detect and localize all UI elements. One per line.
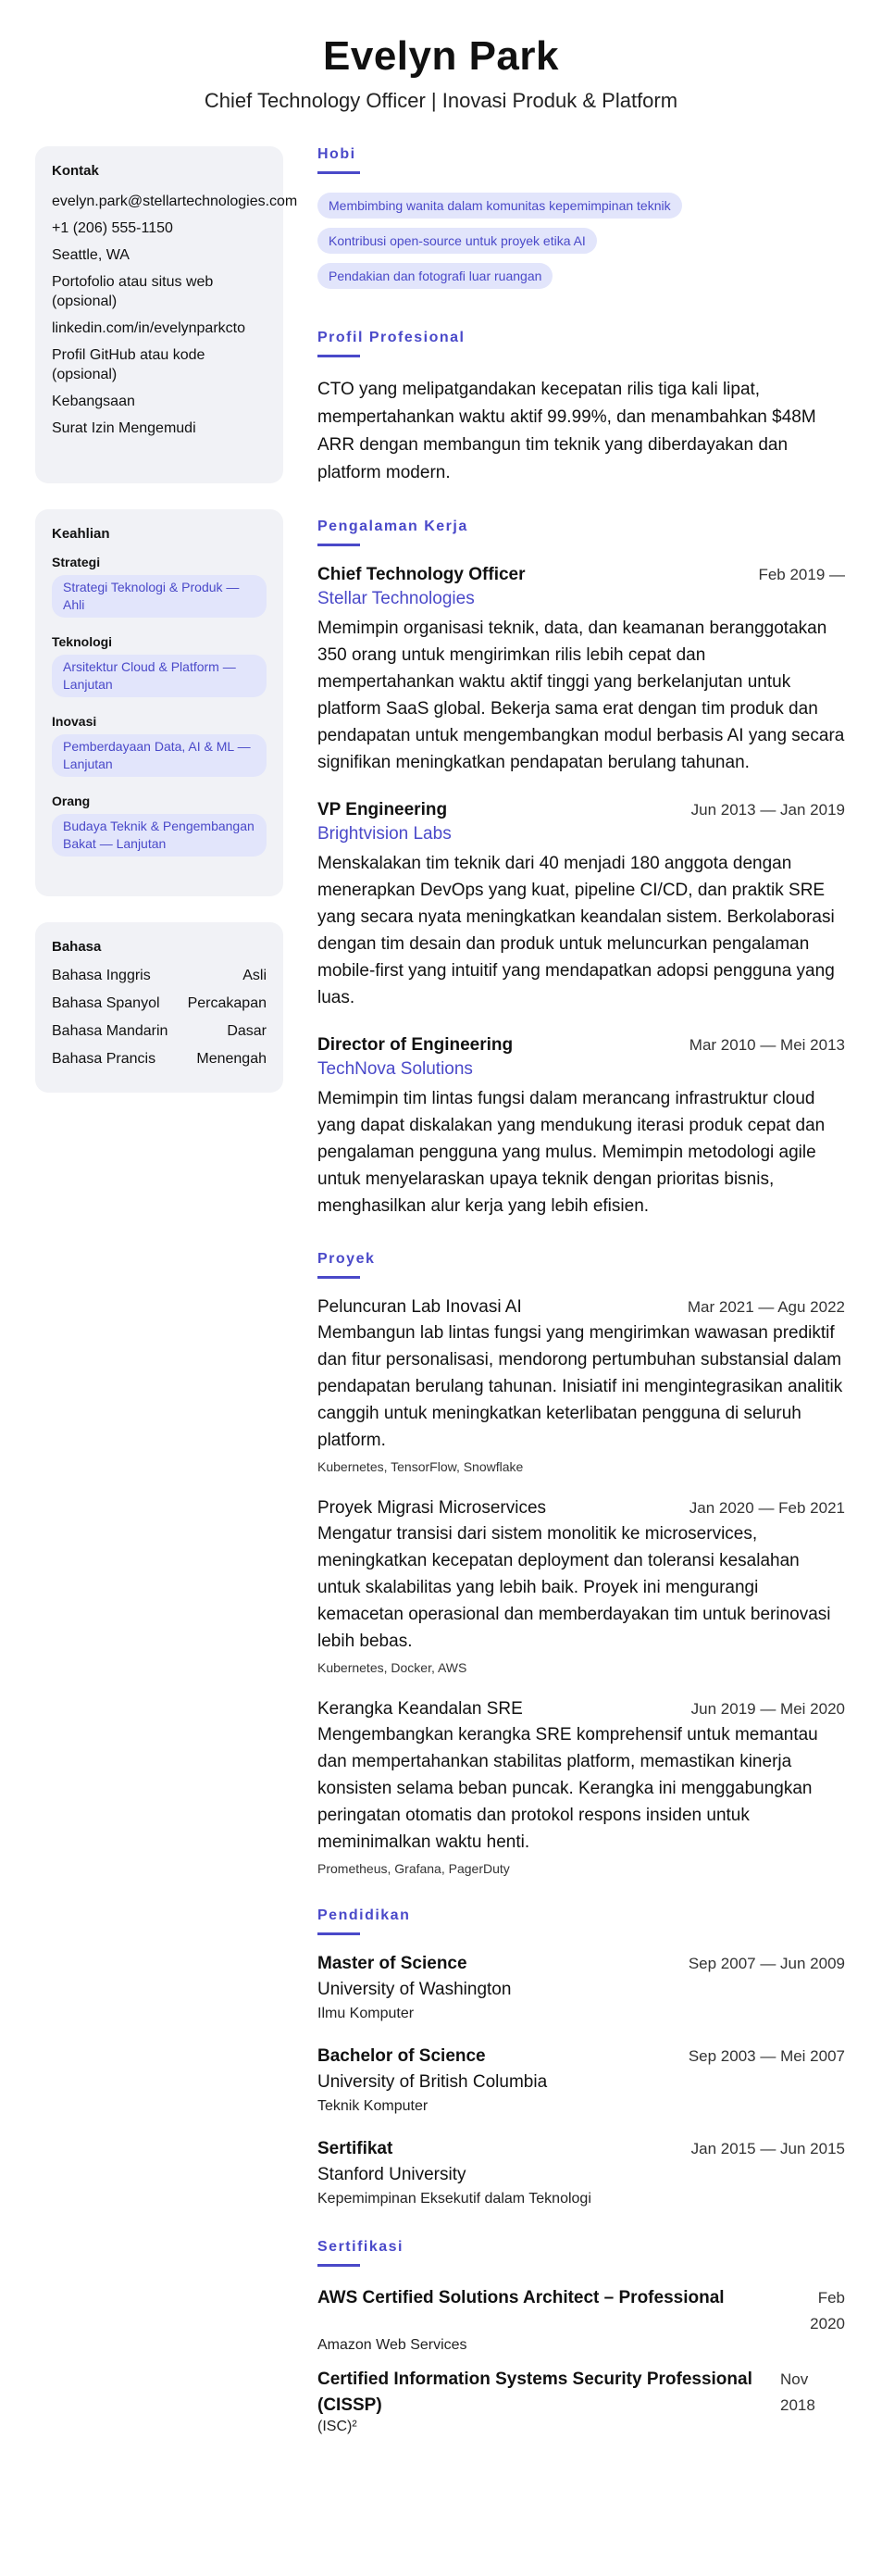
study-field: Teknik Komputer [317,2098,429,2114]
job-company: Brightvision Labs [317,824,452,844]
language-level: Asli [242,968,267,983]
skills-title: Keahlian [52,526,110,542]
contact-license: Surat Izin Mengemudi [52,420,196,436]
skill-pill: Strategi Teknologi & Produk — Ahli [52,575,267,618]
experience-entry [317,565,845,776]
section-title: Proyek [317,1251,376,1267]
languages-card [35,922,283,1093]
section-divider [317,1932,360,1935]
job-description: Menskalakan tim teknik dari 40 menjadi 180 anggota dengan menerapkan DevOps yang kuat, pipeline CI/CD, dan praktik SRE yang secara nyata meningkatkan keandalan sistem. Berkolaborasi dengan tim desain dan produk untuk meluncurkan pengalaman mobile-first yang intuitif yang mendapatkan adopsi pengguna yang luas. [317,854,835,1007]
project-tech: Prometheus, Grafana, PagerDuty [317,1861,510,1876]
job-description: Memimpin tim lintas fungsi dalam merancang infrastruktur cloud yang dapat diskalakan yang mendukung iterasi produk cepat dan pengalaman pengguna yang mulus. Memimpin metodologi agile untuk menyelaraskan upaya teknik dengan prioritas bisnis, menghasilkan alur kerja yang lebih efisien. [317,1089,826,1216]
project-name: Proyek Migrasi Microservices [317,1498,547,1518]
degree-date: Sep 2003 — Mei 2007 [688,2047,845,2065]
job-date: Jun 2013 — Jan 2019 [690,801,845,819]
hobby-pill: Membimbing wanita dalam komunitas kepemimpinan teknik [317,193,682,219]
language-row [52,968,267,984]
certification-issuer: (ISC)² [317,2419,357,2434]
certification-date: Feb 2020 [810,2289,845,2332]
school-name: Stanford University [317,2165,466,2184]
hobby-pill: Pendakian dan fotografi luar ruangan [317,263,553,289]
skill-category: Orang [52,794,91,808]
section-title: Profil Profesional [317,330,466,345]
candidate-name: Evelyn Park [323,33,559,79]
degree-name: Master of Science [317,1954,467,1973]
skill-category: Teknologi [52,634,113,649]
contact-card [35,146,298,483]
project-name: Kerangka Keandalan SRE [317,1699,523,1719]
section-divider [317,355,360,357]
certification-name: Certified Information Systems Security Professional (CISSP) [317,2370,752,2415]
skills-card [35,509,283,896]
section-divider [317,2264,360,2267]
project-date: Jun 2019 — Mei 2020 [690,1700,845,1718]
certification-entry [317,2285,845,2354]
experience-entry [317,1035,845,1219]
language-row [52,1023,267,1040]
language-name: Bahasa Mandarin [52,1023,168,1039]
education-entry [317,2139,845,2207]
sidebar [35,146,298,1119]
certification-issuer: Amazon Web Services [317,2337,467,2353]
language-name: Bahasa Inggris [52,968,151,983]
language-name: Bahasa Prancis [52,1051,156,1067]
profile-section [317,330,845,487]
project-name: Peluncuran Lab Inovasi AI [317,1297,522,1317]
certification-entry [317,2367,845,2435]
project-tech: Kubernetes, Docker, AWS [317,1660,467,1675]
contact-email[interactable]: evelyn.park@stellartechnologies.com [52,194,298,209]
project-entry [317,1498,845,1675]
job-role: VP Engineering [317,800,448,819]
skill-category: Strategi [52,555,101,569]
certification-date: Nov 2018 [780,2370,815,2414]
project-entry [317,1297,845,1474]
language-level: Percakapan [187,995,267,1011]
hobby-pill: Kontribusi open-source untuk proyek etika AI [317,228,597,254]
project-date: Mar 2021 — Agu 2022 [687,1298,845,1316]
project-description: Mengembangkan kerangka SRE komprehensif untuk memantau dan mempertahankan stabilitas platform, memastikan kinerja konsisten selama beban puncak. Kerangka ini menggabungkan peringatan otomatis dan protokol respons insiden untuk meminimalkan waktu henti. [317,1725,818,1852]
section-title: Hobi [317,146,356,162]
language-row [52,1051,267,1068]
contact-phone[interactable]: +1 (206) 555-1150 [52,220,173,236]
job-company: TechNova Solutions [317,1059,473,1079]
section-divider [317,544,360,546]
section-title: Sertifikasi [317,2239,404,2255]
job-description: Memimpin organisasi teknik, data, dan keamanan beranggotakan 350 orang untuk mengirimkan rilis lebih cepat dan mempertahankan waktu aktif tinggi yang berkelanjutan untuk platform SaaS global. Bekerja sama erat dengan tim produk dan pendapatan untuk mengembangkan modul berbasis AI yang secara signifikan meningkatkan pendapatan berulang tahunan. [317,619,845,772]
section-title: Pendidikan [317,1907,411,1923]
languages-title: Bahasa [52,939,102,955]
degree-date: Jan 2015 — Jun 2015 [690,2140,845,2157]
experience-entry [317,800,845,1011]
project-entry [317,1699,845,1876]
degree-name: Bachelor of Science [317,2046,486,2066]
degree-date: Sep 2007 — Jun 2009 [688,1955,845,1972]
language-row [52,995,267,1012]
contact-location: Seattle, WA [52,247,130,263]
hobbies-section [317,146,845,298]
job-company: Stellar Technologies [317,589,475,608]
resume-header [0,0,882,113]
education-entry [317,2046,845,2115]
language-level: Dasar [227,1023,267,1039]
job-date: Mar 2010 — Mei 2013 [689,1036,845,1054]
skill-pill: Arsitektur Cloud & Platform — Lanjutan [52,655,267,697]
education-entry [317,1954,845,2022]
contact-linkedin[interactable]: linkedin.com/in/evelynparkcto [52,320,245,336]
language-name: Bahasa Spanyol [52,995,160,1011]
certifications-section [317,2239,845,2435]
main-content [317,146,845,2467]
project-date: Jan 2020 — Feb 2021 [689,1499,845,1517]
project-description: Membangun lab lintas fungsi yang mengirimkan wawasan prediktif dan fitur personalisasi, mendorong pertumbuhan substansial dalam pendapatan berulang tahunan. Inisiatif ini mengintegrasikan analitik canggih untuk meningkatkan keterlibatan pengguna di seluruh platform. [317,1323,843,1450]
contact-title: Kontak [52,163,99,179]
contact-nationality: Kebangsaan [52,394,135,409]
school-name: University of British Columbia [317,2072,548,2092]
skill-pill: Pemberdayaan Data, AI & ML — Lanjutan [52,734,267,777]
experience-section [317,519,845,1219]
section-divider [317,171,360,174]
projects-section [317,1251,845,1876]
profile-summary: CTO yang melipatgandakan kecepatan rilis tiga kali lipat, mempertahankan waktu aktif 99.99%, dan menambahkan $48M ARR dengan membangun tim teknik yang diberdayakan dan platform modern. [317,380,816,482]
skill-category: Inovasi [52,714,97,729]
project-tech: Kubernetes, TensorFlow, Snowflake [317,1459,524,1474]
job-role: Chief Technology Officer [317,565,526,584]
degree-name: Sertifikat [317,2139,393,2158]
school-name: University of Washington [317,1980,512,1999]
study-field: Ilmu Komputer [317,2006,415,2021]
section-title: Pengalaman Kerja [317,519,468,534]
candidate-title: Chief Technology Officer | Inovasi Produk & Platform [204,89,678,112]
language-level: Menengah [196,1051,267,1067]
project-description: Mengatur transisi dari sistem monolitik ke microservices, meningkatkan kecepatan deployment dan toleransi kesalahan untuk skalabilitas yang lebih baik. Proyek ini mengurangi kemacetan operasional dan memberdayakan tim untuk berinovasi lebih bebas. [317,1524,831,1651]
job-role: Director of Engineering [317,1035,514,1055]
study-field: Kepemimpinan Eksekutif dalam Teknologi [317,2191,591,2207]
skill-pill: Budaya Teknik & Pengembangan Bakat — Lanjutan [52,814,267,857]
contact-portfolio: Portofolio atau situs web (opsional) [52,274,214,309]
section-divider [317,1276,360,1279]
certification-name: AWS Certified Solutions Architect – Professional [317,2288,725,2307]
job-date: Feb 2019 — [758,566,845,583]
contact-github: Profil GitHub atau kode (opsional) [52,347,205,382]
education-section [317,1907,845,2207]
